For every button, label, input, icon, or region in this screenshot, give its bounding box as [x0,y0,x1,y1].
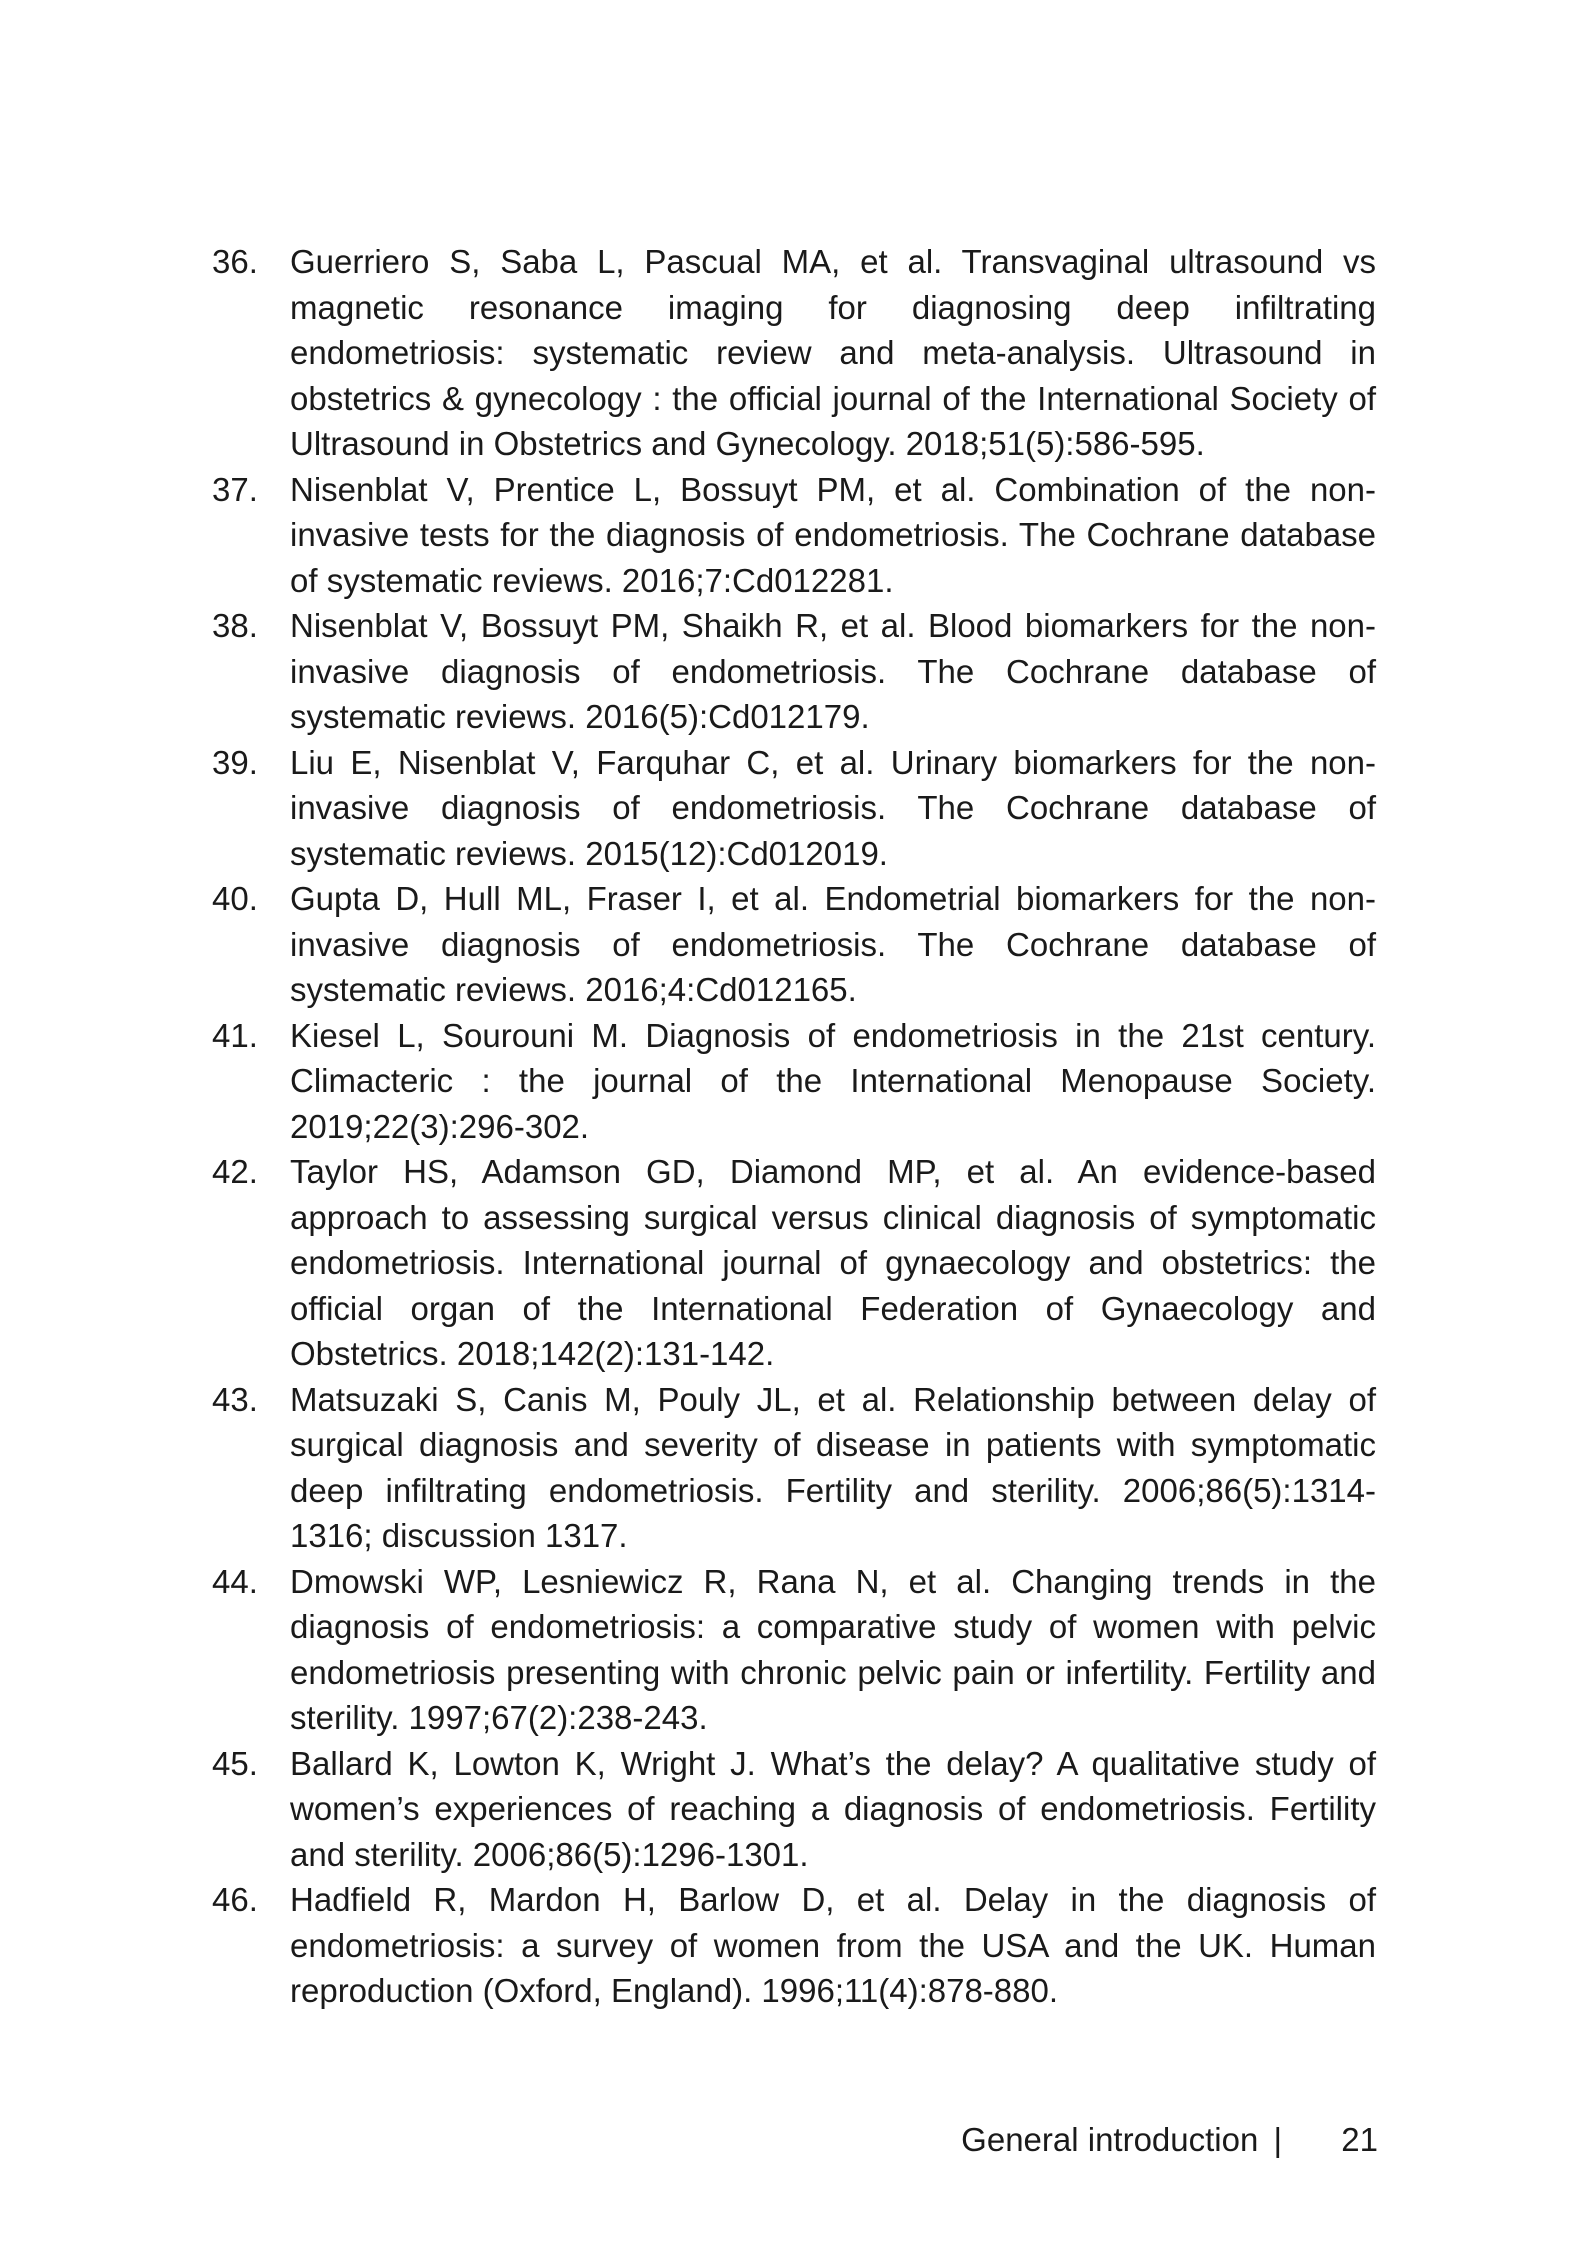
reference-number: 41. [212,1016,258,1054]
reference-item [212,467,1376,604]
reference-item [212,1877,1376,2014]
reference-text: Nisenblat V, Prentice L, Bossuyt PM, et al. Combination of the non-invasive tests for the diagnosis of endometriosis. The Cochrane database of systematic reviews. 2016;7:Cd012281. [290,470,1376,599]
reference-number: 40. [212,880,258,917]
reference-number: 42. [212,1153,258,1190]
reference-number: 45. [212,1744,258,1782]
reference-text: Guerriero S, Saba L, Pascual MA, et al. Transvaginal ultrasound vs magnetic resonance imaging for diagnosing deep infiltrating endometriosis: systematic review and meta-analysis. Ultrasound in obstetrics & gynecology : the official journal of the International Society of Ultrasound in Obstetrics and Gynecology. 2018;51(5):586-595. [290,243,1376,462]
reference-number: 36. [212,243,258,280]
reference-number: 38. [212,607,258,644]
reference-text: Ballard K, Lowton K, Wright J. What’s the delay? A qualitative study of women’s experiences of reaching a diagnosis of endometriosis. Fertility and sterility. 2006;86(5):1296-1301. [290,1744,1376,1873]
reference-item [212,1559,1376,1741]
reference-text: Kiesel L, Sourouni M. Diagnosis of endometriosis in the 21st century. Climacteric : the journal of the International Menopause Society. 2019;22(3):296-302. [290,1016,1376,1145]
reference-item [212,603,1376,740]
reference-text: Hadfield R, Mardon H, Barlow D, et al. Delay in the diagnosis of endometriosis: a survey of women from the USA and the UK. Human reproduction (Oxford, England). 1996;11(4):878-880. [290,1881,1376,2009]
reference-item [212,1149,1376,1377]
reference-number: 46. [212,1881,258,1918]
reference-list [212,239,1376,2014]
reference-text: Taylor HS, Adamson GD, Diamond MP, et al. An evidence-based approach to assessing surgical versus clinical diagnosis of symptomatic endometriosis. International journal of gynaecology and obstetrics: the official organ of the International Federation of Gynaecology and Obstetrics. 2018;142(2):131-142. [290,1153,1376,1372]
reference-item [212,1013,1376,1150]
reference-item [212,740,1376,877]
reference-number: 44. [212,1562,258,1600]
reference-text: Nisenblat V, Bossuyt PM, Shaikh R, et al. Blood biomarkers for the non-invasive diagnosis of endometriosis. The Cochrane database of systematic reviews. 2016(5):Cd012179. [290,607,1376,735]
reference-item [212,1377,1376,1559]
reference-text: Matsuzaki S, Canis M, Pouly JL, et al. Relationship between delay of surgical diagnosis and severity of disease in patients with symptomatic deep infiltrating endometriosis. Fertility and sterility. 2006;86(5):1314-1316; discussion 1317. [290,1380,1376,1554]
reference-text: Gupta D, Hull ML, Fraser I, et al. Endometrial biomarkers for the non-invasive diagnosis of endometriosis. The Cochrane database of systematic reviews. 2016;4:Cd012165. [290,880,1376,1008]
footer-separator: | [1273,2121,1283,2158]
reference-item [212,1741,1376,1878]
footer-section-title: General introduction [961,2121,1259,2158]
reference-text: Liu E, Nisenblat V, Farquhar C, et al. Urinary biomarkers for the non-invasive diagnosis of endometriosis. The Cochrane database of systematic reviews. 2015(12):Cd012019. [290,743,1376,872]
reference-number: 39. [212,743,258,781]
reference-number: 43. [212,1380,258,1418]
reference-item [212,876,1376,1013]
reference-item [212,239,1376,467]
page-number: 21 [1341,2121,1378,2158]
page-footer [961,2117,1378,2162]
reference-text: Dmowski WP, Lesniewicz R, Rana N, et al. Changing trends in the diagnosis of endometriosis: a comparative study of women with pelvic endometriosis presenting with chronic pelvic pain or infertility. Fertility and sterility. 1997;67(2):238-243. [290,1562,1376,1736]
reference-number: 37. [212,470,258,508]
